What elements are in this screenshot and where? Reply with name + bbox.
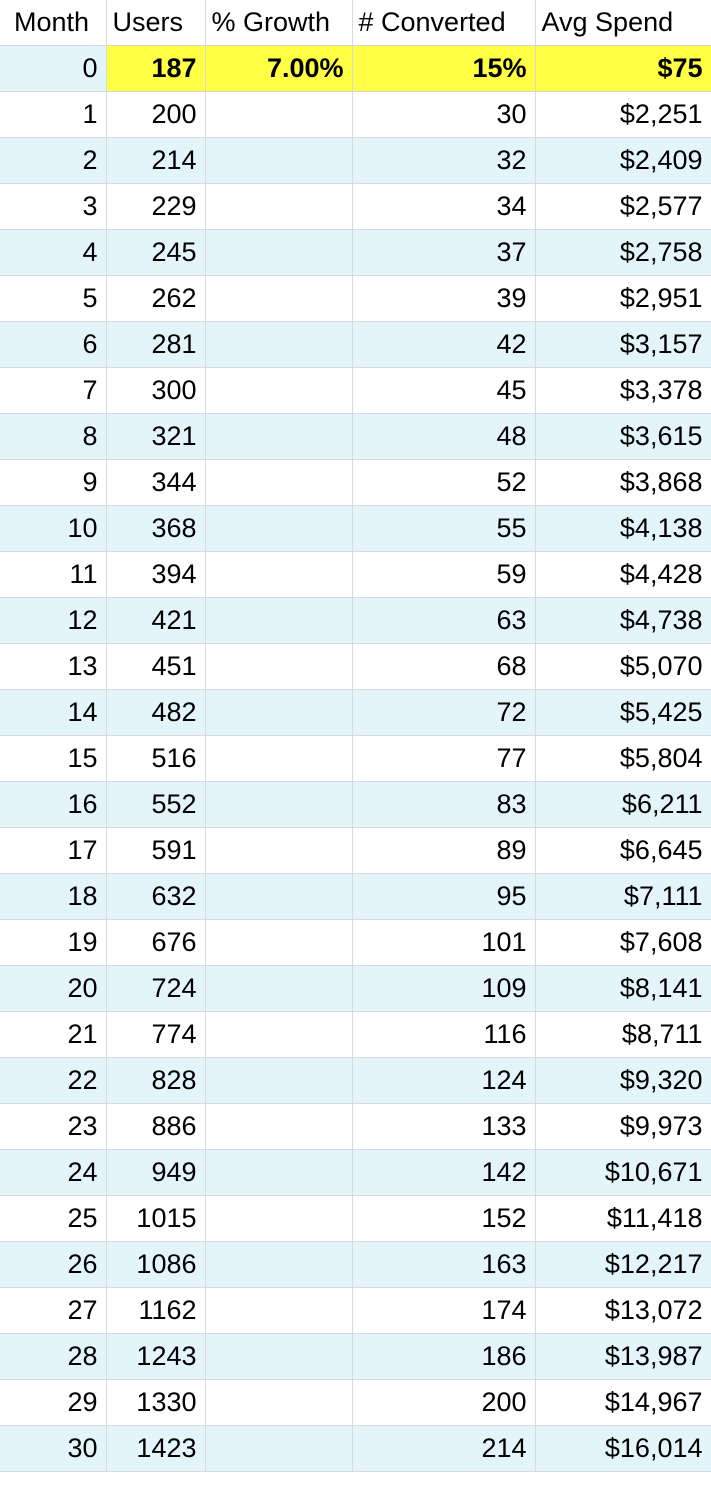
table-row	[0, 230, 711, 276]
cell-month[interactable]: 21	[0, 1012, 106, 1058]
cell-month[interactable]: 8	[0, 414, 106, 460]
cell-spend[interactable]: $3,157	[535, 322, 711, 368]
cell-spend[interactable]: $5,804	[535, 736, 711, 782]
cell-users[interactable]: 1015	[106, 1196, 205, 1242]
cell-month[interactable]: 13	[0, 644, 106, 690]
cell-month[interactable]: 1	[0, 92, 106, 138]
cell-users[interactable]: 482	[106, 690, 205, 736]
cell-growth[interactable]	[205, 1150, 352, 1196]
table-row	[0, 1242, 711, 1288]
cell-users[interactable]: 394	[106, 552, 205, 598]
table-row	[0, 414, 711, 460]
cell-conversion-rate[interactable]: 15%	[352, 46, 535, 92]
cell-converted[interactable]: 109	[352, 966, 535, 1012]
cell-spend[interactable]: $5,425	[535, 690, 711, 736]
cell-users[interactable]: 1086	[106, 1242, 205, 1288]
cell-converted[interactable]: 142	[352, 1150, 535, 1196]
cell-converted[interactable]: 48	[352, 414, 535, 460]
cell-growth[interactable]	[205, 460, 352, 506]
cell-month[interactable]: 16	[0, 782, 106, 828]
cell-converted[interactable]: 83	[352, 782, 535, 828]
table-row	[0, 736, 711, 782]
cell-month[interactable]: 29	[0, 1380, 106, 1426]
cell-converted[interactable]: 52	[352, 460, 535, 506]
cell-users[interactable]: 591	[106, 828, 205, 874]
cell-growth[interactable]	[205, 920, 352, 966]
cell-month[interactable]: 14	[0, 690, 106, 736]
cell-users[interactable]: 421	[106, 598, 205, 644]
cell-spend[interactable]: $13,072	[535, 1288, 711, 1334]
table-row	[0, 1104, 711, 1150]
table-row	[0, 690, 711, 736]
table-row	[0, 920, 711, 966]
table-row	[0, 368, 711, 414]
cell-spend[interactable]: $5,070	[535, 644, 711, 690]
cell-month[interactable]: 18	[0, 874, 106, 920]
cell-converted[interactable]: 59	[352, 552, 535, 598]
cell-month[interactable]: 10	[0, 506, 106, 552]
cell-month[interactable]: 12	[0, 598, 106, 644]
cell-spend[interactable]: $9,320	[535, 1058, 711, 1104]
cell-month[interactable]: 4	[0, 230, 106, 276]
cell-users[interactable]: 344	[106, 460, 205, 506]
table-row	[0, 598, 711, 644]
cell-users[interactable]: 828	[106, 1058, 205, 1104]
cell-growth[interactable]	[205, 138, 352, 184]
cell-converted[interactable]: 133	[352, 1104, 535, 1150]
cell-growth[interactable]	[205, 1380, 352, 1426]
cell-converted[interactable]: 34	[352, 184, 535, 230]
cell-growth[interactable]	[205, 1012, 352, 1058]
table-row	[0, 1334, 711, 1380]
cell-month[interactable]: 20	[0, 966, 106, 1012]
cell-users[interactable]: 368	[106, 506, 205, 552]
cell-month[interactable]: 15	[0, 736, 106, 782]
cell-converted[interactable]: 39	[352, 276, 535, 322]
cell-spend[interactable]: $2,409	[535, 138, 711, 184]
table-row	[0, 1012, 711, 1058]
cell-growth[interactable]	[205, 644, 352, 690]
cell-growth[interactable]	[205, 322, 352, 368]
cell-spend[interactable]: $4,138	[535, 506, 711, 552]
cell-spend[interactable]: $6,645	[535, 828, 711, 874]
cell-spend[interactable]: $3,378	[535, 368, 711, 414]
cell-spend[interactable]: $9,973	[535, 1104, 711, 1150]
cell-month[interactable]: 23	[0, 1104, 106, 1150]
cell-users[interactable]: 214	[106, 138, 205, 184]
cell-growth[interactable]	[205, 1334, 352, 1380]
cell-month[interactable]: 5	[0, 276, 106, 322]
cell-growth[interactable]	[205, 828, 352, 874]
cell-growth[interactable]	[205, 230, 352, 276]
cell-converted[interactable]: 116	[352, 1012, 535, 1058]
cell-users[interactable]: 229	[106, 184, 205, 230]
cell-converted[interactable]: 186	[352, 1334, 535, 1380]
cell-growth[interactable]	[205, 414, 352, 460]
cell-users[interactable]: 552	[106, 782, 205, 828]
cell-spend[interactable]: $12,217	[535, 1242, 711, 1288]
table-row	[0, 92, 711, 138]
header-month[interactable]: Month	[0, 0, 106, 46]
cell-growth[interactable]	[205, 184, 352, 230]
cell-growth[interactable]	[205, 598, 352, 644]
cell-month[interactable]: 3	[0, 184, 106, 230]
cell-users[interactable]: 281	[106, 322, 205, 368]
cell-converted[interactable]: 72	[352, 690, 535, 736]
cell-growth[interactable]	[205, 506, 352, 552]
cell-users[interactable]: 676	[106, 920, 205, 966]
cell-spend[interactable]: $2,577	[535, 184, 711, 230]
cell-converted[interactable]: 152	[352, 1196, 535, 1242]
cell-spend[interactable]: $10,671	[535, 1150, 711, 1196]
cell-users[interactable]: 1330	[106, 1380, 205, 1426]
cell-converted[interactable]: 174	[352, 1288, 535, 1334]
cell-spend[interactable]: $7,608	[535, 920, 711, 966]
cell-month[interactable]: 28	[0, 1334, 106, 1380]
table-row	[0, 276, 711, 322]
table-row	[0, 1150, 711, 1196]
cell-growth[interactable]	[205, 368, 352, 414]
cell-converted[interactable]: 32	[352, 138, 535, 184]
cell-growth[interactable]	[205, 1426, 352, 1472]
cell-month[interactable]: 11	[0, 552, 106, 598]
cell-users[interactable]: 262	[106, 276, 205, 322]
cell-users[interactable]: 200	[106, 92, 205, 138]
table-row	[0, 184, 711, 230]
cell-converted[interactable]: 68	[352, 644, 535, 690]
cell-users[interactable]: 1162	[106, 1288, 205, 1334]
cell-users[interactable]: 1243	[106, 1334, 205, 1380]
table-row	[0, 1380, 711, 1426]
cell-avg-spend[interactable]: $75	[535, 46, 711, 92]
cell-converted[interactable]: 63	[352, 598, 535, 644]
cell-users[interactable]: 1423	[106, 1426, 205, 1472]
cell-month[interactable]: 9	[0, 460, 106, 506]
cell-growth[interactable]	[205, 1242, 352, 1288]
cell-users[interactable]: 886	[106, 1104, 205, 1150]
table-row	[0, 1058, 711, 1104]
cell-spend[interactable]: $3,868	[535, 460, 711, 506]
cell-month[interactable]: 26	[0, 1242, 106, 1288]
table-row	[0, 644, 711, 690]
table-row	[0, 322, 711, 368]
cell-spend[interactable]: $14,967	[535, 1380, 711, 1426]
table-row	[0, 874, 711, 920]
parameters-row	[0, 46, 711, 92]
cell-growth[interactable]	[205, 874, 352, 920]
cell-month[interactable]: 6	[0, 322, 106, 368]
cell-growth[interactable]	[205, 276, 352, 322]
cell-growth[interactable]	[205, 1196, 352, 1242]
cell-month[interactable]: 17	[0, 828, 106, 874]
cell-converted[interactable]: 55	[352, 506, 535, 552]
cell-growth[interactable]	[205, 782, 352, 828]
header-growth[interactable]: % Growth	[205, 0, 352, 46]
cell-growth[interactable]	[205, 1058, 352, 1104]
cell-start-users[interactable]: 187	[106, 46, 205, 92]
cell-converted[interactable]: 214	[352, 1426, 535, 1472]
table-row	[0, 966, 711, 1012]
cell-users[interactable]: 300	[106, 368, 205, 414]
cell-spend[interactable]: $8,711	[535, 1012, 711, 1058]
cell-growth[interactable]	[205, 92, 352, 138]
table-row	[0, 138, 711, 184]
cell-spend[interactable]: $7,111	[535, 874, 711, 920]
header-row	[0, 0, 711, 46]
table-row	[0, 552, 711, 598]
cell-spend[interactable]: $11,418	[535, 1196, 711, 1242]
cell-spend[interactable]: $2,251	[535, 92, 711, 138]
table-row	[0, 782, 711, 828]
cell-growth[interactable]	[205, 690, 352, 736]
table-row	[0, 1196, 711, 1242]
cell-users[interactable]: 949	[106, 1150, 205, 1196]
cell-spend[interactable]: $6,211	[535, 782, 711, 828]
cell-growth[interactable]	[205, 1104, 352, 1150]
table-row	[0, 1288, 711, 1334]
cell-users[interactable]: 321	[106, 414, 205, 460]
cell-spend[interactable]: $13,987	[535, 1334, 711, 1380]
cell-converted[interactable]: 30	[352, 92, 535, 138]
cell-month[interactable]: 2	[0, 138, 106, 184]
table-row	[0, 460, 711, 506]
cell-growth[interactable]	[205, 736, 352, 782]
cell-converted[interactable]: 95	[352, 874, 535, 920]
cell-month[interactable]: 25	[0, 1196, 106, 1242]
table-row	[0, 506, 711, 552]
cell-spend[interactable]: $3,615	[535, 414, 711, 460]
cell-spend[interactable]: $4,738	[535, 598, 711, 644]
cell-month[interactable]: 30	[0, 1426, 106, 1472]
table-row	[0, 828, 711, 874]
cell-growth[interactable]	[205, 552, 352, 598]
cell-growth-rate[interactable]: 7.00%	[205, 46, 352, 92]
cell-users[interactable]: 774	[106, 1012, 205, 1058]
cell-converted[interactable]: 163	[352, 1242, 535, 1288]
cell-month[interactable]: 0	[0, 46, 106, 92]
cell-converted[interactable]: 124	[352, 1058, 535, 1104]
cell-spend[interactable]: $4,428	[535, 552, 711, 598]
cell-converted[interactable]: 37	[352, 230, 535, 276]
cell-growth[interactable]	[205, 1288, 352, 1334]
cell-spend[interactable]: $2,951	[535, 276, 711, 322]
table-row	[0, 1426, 711, 1472]
cell-growth[interactable]	[205, 966, 352, 1012]
cell-converted[interactable]: 101	[352, 920, 535, 966]
cell-spend[interactable]: $2,758	[535, 230, 711, 276]
header-users[interactable]: Users	[106, 0, 205, 46]
cell-converted[interactable]: 42	[352, 322, 535, 368]
cell-month[interactable]: 19	[0, 920, 106, 966]
cell-converted[interactable]: 89	[352, 828, 535, 874]
table-body	[0, 46, 711, 1472]
cell-users[interactable]: 516	[106, 736, 205, 782]
cell-converted[interactable]: 77	[352, 736, 535, 782]
cell-month[interactable]: 24	[0, 1150, 106, 1196]
cell-month[interactable]: 7	[0, 368, 106, 414]
cell-users[interactable]: 451	[106, 644, 205, 690]
cell-users[interactable]: 724	[106, 966, 205, 1012]
cell-users[interactable]: 632	[106, 874, 205, 920]
cell-converted[interactable]: 200	[352, 1380, 535, 1426]
cell-spend[interactable]: $16,014	[535, 1426, 711, 1472]
cell-spend[interactable]: $8,141	[535, 966, 711, 1012]
header-spend[interactable]: Avg Spend	[535, 0, 711, 46]
cell-converted[interactable]: 45	[352, 368, 535, 414]
cell-users[interactable]: 245	[106, 230, 205, 276]
header-converted[interactable]: # Converted	[352, 0, 535, 46]
cell-month[interactable]: 27	[0, 1288, 106, 1334]
cell-month[interactable]: 22	[0, 1058, 106, 1104]
